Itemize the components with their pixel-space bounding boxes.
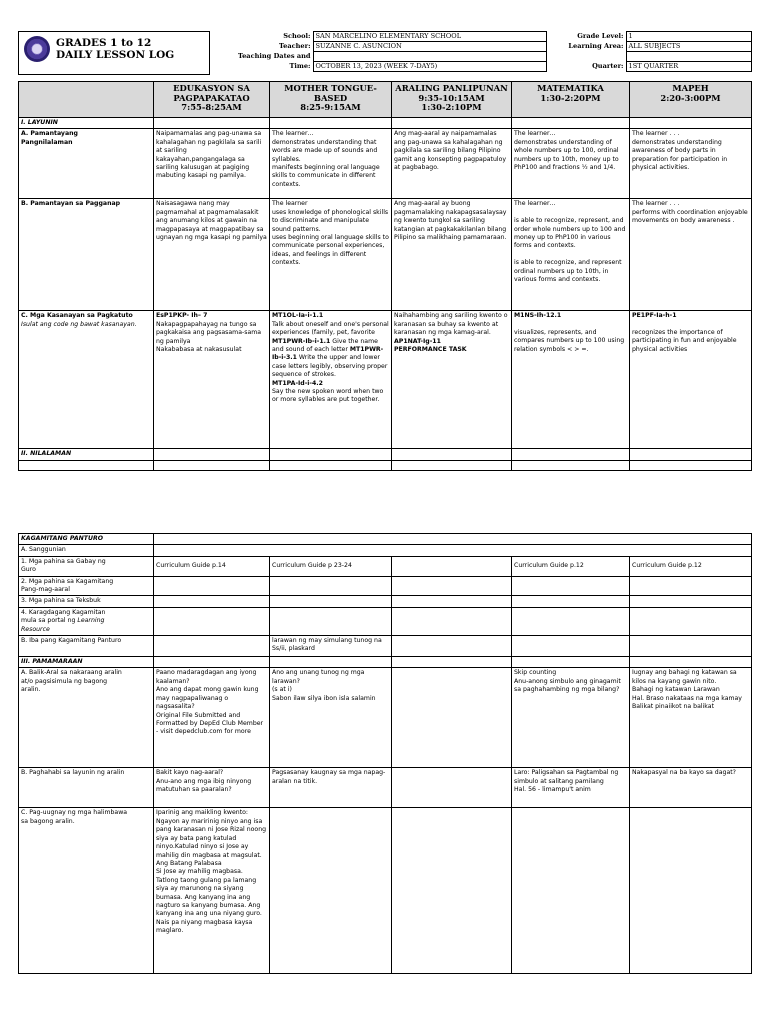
subject-time: 1:30-2:20PM (540, 92, 601, 103)
math-text: visualizes, represents, and compares numbers up to 100 using relation symbols < > =. (514, 328, 625, 353)
cell-b-mapeh: The learner . . . performs with coordination enjoyable movements on body awareness . (630, 199, 752, 311)
section-pamamaraan: III. PAMAMARAAN (19, 657, 154, 668)
kasanayan-label: C. Mga Kasanayan sa Pagkatuto (21, 312, 133, 320)
mtb-text-1: Talk about oneself and one's personal experiences (family, pet, favorite (272, 320, 389, 337)
quarter-value: 1ST QUARTER (626, 62, 751, 72)
teacher-label: Teacher: (278, 41, 311, 50)
subject-time: 7:55-8:25AM (181, 102, 242, 113)
quarter-spacer (626, 52, 751, 62)
cell-r1-ap (392, 556, 512, 576)
mtb-text-4: Say the new spoken word when two or more syllables are put together. (272, 388, 384, 404)
cell-pa-math: Skip counting Anu-anong simbulo ang ginagamit sa paghahambing ng mga bilang? (512, 668, 630, 768)
section-layunin: I. LAYUNIN (19, 118, 154, 129)
cell-r1-math: Curriculum Guide p.12 (512, 556, 630, 576)
subject-header-ap (392, 82, 512, 118)
cell-r1-esp: Curriculum Guide p.14 (154, 556, 270, 576)
cell-b-math: The learner… is able to recognize, represent, and order whole numbers up to 100 and money up to PhP100 in various forms and contexts. is able to recognize, and represent ordinal numbers up to 10th, in various forms and contexts. (512, 199, 630, 311)
subject-name: MOTHER TONGUE-BASED (284, 83, 377, 103)
dates-spacer (313, 52, 546, 62)
subject-header-mtb (270, 82, 392, 118)
mtb-text-3: Write the upper and lower case letters legibly, observing proper sequence of strokes. (272, 354, 388, 379)
row-label-teksbuk: 3. Mga pahina sa Teksbuk (19, 596, 154, 607)
title-line-1: GRADES 1 to 12 (56, 37, 152, 49)
title-box (18, 31, 210, 75)
teacher-value: SUZANNE C. ASUNCION (313, 42, 546, 52)
document-title (56, 37, 174, 61)
section-kagamitan: KAGAMITANG PANTURO (19, 534, 154, 545)
cell-pb-mtb: Pagsasanay kaugnay sa mga napag-aralan na titik. (270, 768, 392, 808)
subject-header-mapeh (630, 82, 752, 118)
cell-b-mtb: The learner uses knowledge of phonological skills to discriminate and manipulate sound patterns. uses beginning oral language skills to communicate personal experiences, ideas, and feelings in different contexts. (270, 199, 392, 311)
subject-name: ARALING PANLIPUNAN (395, 83, 508, 93)
row-label-iba-pang-kagamitan: B. Iba pang Kagamitang Panturo (19, 636, 154, 657)
karagdagang-label-b: Learning Resource (21, 617, 105, 633)
area-label: Learning Area: (568, 41, 624, 50)
subject-name: EDUKASYON SA PAGPAPAKATAO (173, 83, 250, 103)
quarter-label: Quarter: (592, 61, 624, 70)
cell-c-mtb (270, 311, 392, 449)
esp-text: Nakapagpapahayag na tungo sa pagkakaisa ang pagsasama-sama ng pamilya Nakababasa at nakasusulat (156, 320, 262, 354)
info-table (210, 31, 752, 72)
mtb-code-4: MT1PA-Id-i-4.2 (272, 379, 323, 387)
cell-rb-mtb: larawan ng may simulang tunog na Ss/ii, plaskard (270, 636, 392, 657)
cell-a-esp: Naipamamalas ang pag-unawa sa kahalagahan ng pagkilala sa sarili at sariling kakayahan,pangangalaga sa sariling kalusugan at pagiging mabuting kasapi ng pamilya. (154, 129, 270, 199)
row-label-pag-uugnay: C. Pag-uugnay ng mga halimbawa sa bagong aralin. (19, 808, 154, 974)
cell-b-ap: Ang mag-aaral ay buong pagmamalaking nakapagsasalaysay ng kwento tungkol sa sariling katangian at pagkakakilanlan bilang Pilipino sa malikhaing pamamaraan. (392, 199, 512, 311)
kasanayan-sublabel: Isulat ang code ng bawat kasanayan. (21, 320, 137, 328)
grade-value: 1 (626, 32, 751, 42)
math-code: M1NS-Ih-12.1 (514, 312, 562, 320)
cell-c-math (512, 311, 630, 449)
dates-label-2: Time: (289, 61, 311, 70)
mapeh-code: PE1PF-Ia-h-1 (632, 312, 677, 320)
section-nilalaman: II. NILALAMAN (19, 449, 154, 460)
cell-c-esp (154, 311, 270, 449)
cell-r1-mapeh: Curriculum Guide p.12 (630, 556, 752, 576)
mapeh-text: recognizes the importance of participating in fun and enjoyable physical activities (632, 328, 737, 353)
cell-pa-mtb: Ano ang unang tunog ng mga larawan? (s at i) Sabon ilaw silya ibon isla salamin (270, 668, 392, 768)
area-value: ALL SUBJECTS (626, 42, 751, 52)
cell-pa-mapeh: Iugnay ang bahagi ng katawan sa kilos na kayang gawin nito. Bahagi ng katawan Larawan Hal. Braso nakataas na mga kamay Balikat pinaiikot na balikat (630, 668, 752, 768)
row-label-sanggunian: A. Sanggunian (19, 545, 154, 556)
header-blank-cell (19, 82, 154, 118)
cell-a-ap: Ang mag-aaral ay naipamamalas ang pag-unawa sa kahalagahan ng pagkilala sa sariling bilang Pilipino gamit ang konsepting pagpapatuloy at pagbabago. (392, 129, 512, 199)
lesson-table-procedures (18, 533, 752, 974)
mtb-text-2: Give the name and sound of each letter (272, 337, 378, 354)
dates-label-1: Teaching Dates and (237, 51, 311, 60)
dates-value: OCTOBER 13, 2023 (WEEK 7-DAY5) (313, 62, 546, 72)
subject-header-esp (154, 82, 270, 118)
row-label-balik-aral: A. Balik-Aral sa nakaraang aralin at/o pagsisimula ng bagong aralin. (19, 668, 154, 768)
subject-time: 2:20-3:00PM (660, 92, 721, 103)
mtb-text-block (272, 321, 389, 380)
subject-time: 9:35-10:15AM 1:30-2:10PM (418, 92, 485, 113)
row-label-karagdagang-kagamitan (19, 607, 154, 635)
deped-seal-icon (24, 36, 50, 62)
cell-pb-math: Laro: Paligsahan sa Pagtambal ng simbulo at salitang pamilang Hal. 56 - limampu't anim (512, 768, 630, 808)
cell-pb-mapeh: Nakapasyal na ba kayo sa dagat? (630, 768, 752, 808)
cell-r1-mtb: Curriculum Guide p 23-24 (270, 556, 392, 576)
row-label-kagamitang-pang-mag-aaral: 2. Mga pahina sa Kagamitang Pang-mag-aaral (19, 576, 154, 596)
row-label-pamantayang-pangnilalaman: A. Pamantayang Pangnilalaman (19, 129, 154, 199)
esp-code: EsP1PKP- Ih– 7 (156, 312, 208, 320)
subject-name: MAPEH (672, 83, 709, 93)
subject-time: 8:25-9:15AM (300, 102, 361, 113)
row-label-pamantayan-sa-pagganap: B. Pamantayan sa Pagganap (19, 199, 154, 311)
grade-label: Grade Level: (577, 31, 624, 40)
mtb-code-1: MT1OL-Ia-i-1.1 (272, 312, 324, 320)
ap-text: Naihahambing ang sariling kwento o karanasan sa buhay sa kwento at karanasan ng mga kamag-aral. (394, 312, 508, 337)
ap-code: AP1NAT-Ig-11 (394, 337, 441, 345)
cell-a-math: The learner… demonstrates understanding of whole numbers up to 100, ordinal numbers up to 10th, money up to PhP100 and fractions ½ and 1/4. (512, 129, 630, 199)
cell-pa-esp: Paano madaragdagan ang iyong kaalaman? Ano ang dapat mong gawin kung may nagpapaliwanag o nagsasalita? Original File Submitted and Formatted by DepEd Club Member - visit depedclub.com for more (154, 668, 270, 768)
title-line-2: DAILY LESSON LOG (56, 49, 175, 61)
cell-c-mapeh (630, 311, 752, 449)
mtb-code-3: MT1PWR-Ib-i-3.1 (272, 346, 384, 362)
cell-a-mtb: The learner… demonstrates understanding that words are made up of sounds and syllables. manifests beginning oral language skills to communicate in different contexts. (270, 129, 392, 199)
cell-a-mapeh: The learner . . . demonstrates understanding awareness of body parts in preparation for participation in physical activities. (630, 129, 752, 199)
cell-pb-esp: Bakit kayo nag-aaral? Anu-ano ang mga ibig ninyong matutuhan sa paaralan? (154, 768, 270, 808)
subject-name: MATEMATIKA (537, 83, 604, 93)
mtb-code-2: MT1PWR-Ib-i-1.1 (272, 337, 331, 345)
row-label-paghahabi: B. Paghahabi sa layunin ng aralin (19, 768, 154, 808)
empty-label (546, 52, 626, 62)
row-label-gabay-ng-guro: 1. Mga pahina sa Gabay ng Guro (19, 556, 154, 576)
lesson-table-objectives (18, 81, 752, 471)
school-value: SAN MARCELINO ELEMENTARY SCHOOL (313, 32, 546, 42)
ap-task: PERFORMANCE TASK (394, 346, 467, 354)
subject-header-math (512, 82, 630, 118)
karagdagang-label-a: 4. Karagdagang Kagamitan mula sa portal ng (21, 608, 106, 625)
cell-pc-esp: Iparinig ang maikling kwento: Ngayon ay maririnig ninyo ang isa pang karanasan ni Jose Rizal noong siya ay bata pang katulad ninyo.Katulad ninyo si Jose ay mahilig din magbasa at magsulat. Ang Batang Palabasa Si Jose ay mahilig magbasa. Tatlong taong gulang pa lamang siya ay marunong na siyang bumasa. Ang kanyang ina ang nagturo sa kanyang bumasa. Ang kanyang ina ang una niyang guro. Nais pa niyang magbasa kaysa maglaro. (154, 808, 270, 974)
cell-c-ap (392, 311, 512, 449)
row-label-kasanayan (19, 311, 154, 449)
cell-b-esp: Naisasagawa nang may pagmamahal at pagmamalasakit ang anumang kilos at gawain na magpapasaya at magpapatibay sa ugnayan ng mga kasapi ng pamilya (154, 199, 270, 311)
school-label: School: (283, 31, 311, 40)
